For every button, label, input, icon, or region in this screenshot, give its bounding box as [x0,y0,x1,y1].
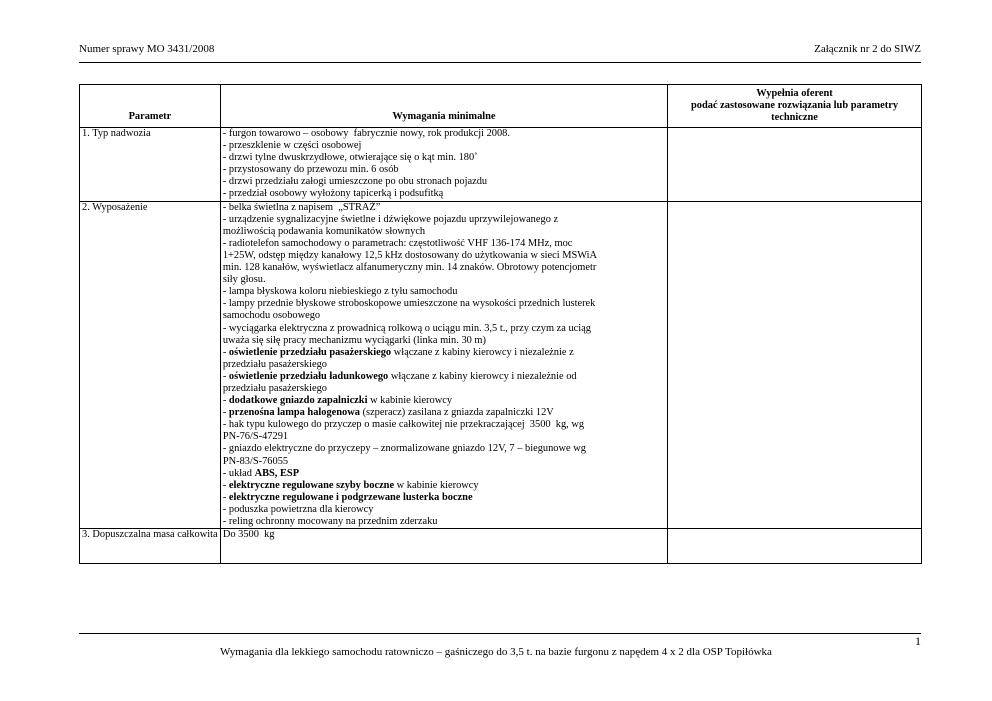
requirement-text: - radiotelefon samochodowy o parametrach: częstotliwość VHF 136-174 MHz, moc [222,237,573,249]
requirement-line [223,347,665,359]
requirement-line [223,140,665,152]
requirement-text: (szperacz) zasilana z gniazda zapalniczki 12V [359,407,554,419]
requirement-text: - drzwi tylne dwuskrzydłowe, otwierające się o kąt min. 180˚ [222,152,478,164]
requirement-text: - furgon towarowo – osobowy fabrycznie nowy, rok produkcji 2008. [222,128,510,139]
requirement-text: przedziału pasażerskiego [222,382,327,394]
requirement-text: - [222,491,229,503]
requirement-bold-text: oświetlenie przedziału ładunkowego [228,370,389,382]
requirement-text: włączane z kabiny kierowcy i niezależnie z [391,346,574,358]
requirement-text: - przystosowany do przewozu min. 6 osób [222,164,399,176]
requirement-line [223,419,665,431]
requirement-text: - [222,370,229,382]
requirement-text: możliwością podawania komunikatów słownych [222,225,426,237]
requirement-line [223,310,665,322]
header-parametr: Parametr [80,85,221,128]
requirement-line [223,188,665,200]
requirement-text: - układ [222,467,255,479]
requirement-text: w kabinie kierowcy [367,395,453,407]
header-oferent-line3: techniczne [771,112,818,124]
requirement-text: siły głosu. [222,274,266,286]
requirement-line [223,128,665,140]
footer-title: Wymagania dla lekkiego samochodu ratowniczo – gaśniczego do 3,5 t. na bazie furgonu z napędem 4 x 2 dla OSP Topiłówka [220,646,772,658]
requirement-line [223,407,665,419]
requirement-bold-text: przenośna lampa halogenowa [228,407,360,419]
requirement-text: - przeszklenie w części osobowej [222,140,362,152]
header-wymagania: Wymagania minimalne [220,85,667,128]
header-oferent [668,85,922,128]
requirement-line [223,202,665,214]
requirement-text: min. 128 kanałów, wyświetlacz alfanumeryczny min. 14 znaków. Obrotowy potencjometr [222,262,597,274]
offerer-cell[interactable] [668,201,922,529]
requirement-line [223,274,665,286]
requirement-text: - hak typu kulowego do przyczep o masie całkowitej nie przekraczającej 3500 kg, wg [222,419,585,431]
requirement-text: - [222,346,229,358]
table-row [80,529,922,564]
requirement-text: - wyciągarka elektryczna z prowadnicą rolkową o uciągu min. 3,5 t., przy czym za uciąg [222,322,591,334]
requirement-line [223,176,665,188]
attachment-label: Załącznik nr 2 do SIWZ [814,43,921,55]
requirement-text: - lampy przednie błyskowe stroboskopowe umieszczone na wysokości przednich lusterek [222,298,596,310]
requirement-bold-text: ABS, ESP [254,467,300,479]
requirement-line [223,456,665,468]
requirements-cell [220,529,667,564]
offerer-cell[interactable] [668,529,922,564]
requirement-text: samochodu osobowego [222,310,321,322]
requirement-text: PN-76/S-47291 [222,431,289,443]
requirement-bold-text: elektryczne regulowane i podgrzewane lusterka boczne [228,491,473,503]
requirement-line [223,492,665,504]
requirement-text: - belka świetlna z napisem „STRAŻ” [222,201,381,213]
requirement-text: - [222,479,229,491]
requirement-text: - drzwi przedziału załogi umieszczone po obu stronach pojazdu [222,176,488,188]
table-row [80,201,922,529]
header-oferent-line1: Wypełnia oferent [756,87,833,99]
table-header-row [80,85,922,128]
table-row [80,128,922,202]
requirement-text: - urządzenie sygnalizacyjne świetlne i dźwiękowe pojazdu uprzywilejowanego z [222,213,559,225]
requirement-text: - [222,395,229,407]
requirement-text: 1+25W, odstęp między kanałowy 12,5 kHz dostosowany do użytkowania w sieci MSWiA [222,249,598,261]
requirement-line [223,298,665,310]
requirement-text: Do 3500 kg [222,529,275,541]
requirement-line [223,529,665,541]
requirement-text: - lampa błyskowa koloru niebieskiego z tyłu samochodu [222,286,458,298]
requirement-line [223,395,665,407]
page-number: 1 [915,634,921,648]
requirement-line [223,504,665,516]
requirement-line [223,359,665,371]
requirement-line [223,286,665,298]
requirement-line [223,250,665,262]
requirement-text: PN-83/S-76055 [222,455,289,467]
requirement-line [223,323,665,335]
requirement-line [223,468,665,480]
requirement-line [223,152,665,164]
param-label: 2. Wyposażenie [82,201,148,213]
requirement-line [223,262,665,274]
requirement-line [223,443,665,455]
requirement-line [223,335,665,347]
requirement-line [223,431,665,443]
param-cell [80,201,221,529]
requirement-text: - przedział osobowy wyłożony tapicerką i podsufitką [222,188,444,200]
header-divider [79,62,921,63]
requirement-text: - poduszka powietrzna dla kierowcy [222,503,374,515]
requirement-text: - gniazdo elektryczne do przyczepy – znormalizowane gniazdo 12V, 7 – biegunowe wg [222,443,586,455]
case-number: Numer sprawy MO 3431/2008 [79,43,215,55]
requirement-line [223,371,665,383]
requirements-table [79,84,922,564]
offerer-cell[interactable] [668,128,922,202]
requirement-text: - [222,407,229,419]
requirement-line [223,164,665,176]
requirement-line [223,383,665,395]
param-cell [80,128,221,202]
requirement-text: w kabinie kierowcy [394,479,479,491]
header-oferent-line2: podać zastosowane rozwiązania lub parametry [691,99,899,111]
requirement-bold-text: oświetlenie przedziału pasażerskiego [228,346,392,358]
requirement-line [223,226,665,238]
requirement-text: przedziału pasażerskiego [222,358,327,370]
requirements-cell [220,201,667,529]
param-label: 1. Typ nadwozia [82,128,151,139]
footer-divider [79,633,921,634]
param-label: 3. Dopuszczalna masa całkowita [82,529,218,541]
requirement-line [223,214,665,226]
requirement-bold-text: dodatkowe gniazdo zapalniczki [228,395,368,407]
requirements-cell [220,128,667,202]
requirement-line [223,480,665,492]
requirement-text: włączane z kabiny kierowcy i niezależnie od [388,370,577,382]
requirement-text: uważa się siłę pracy mechanizmu wyciągarki (linka min. 30 m) [222,334,486,346]
requirement-line [223,516,665,528]
requirement-line [223,238,665,250]
requirement-text: - reling ochronny mocowany na przednim zderzaku [222,516,438,527]
requirement-bold-text: elektryczne regulowane szyby boczne [228,479,395,491]
param-cell [80,529,221,564]
